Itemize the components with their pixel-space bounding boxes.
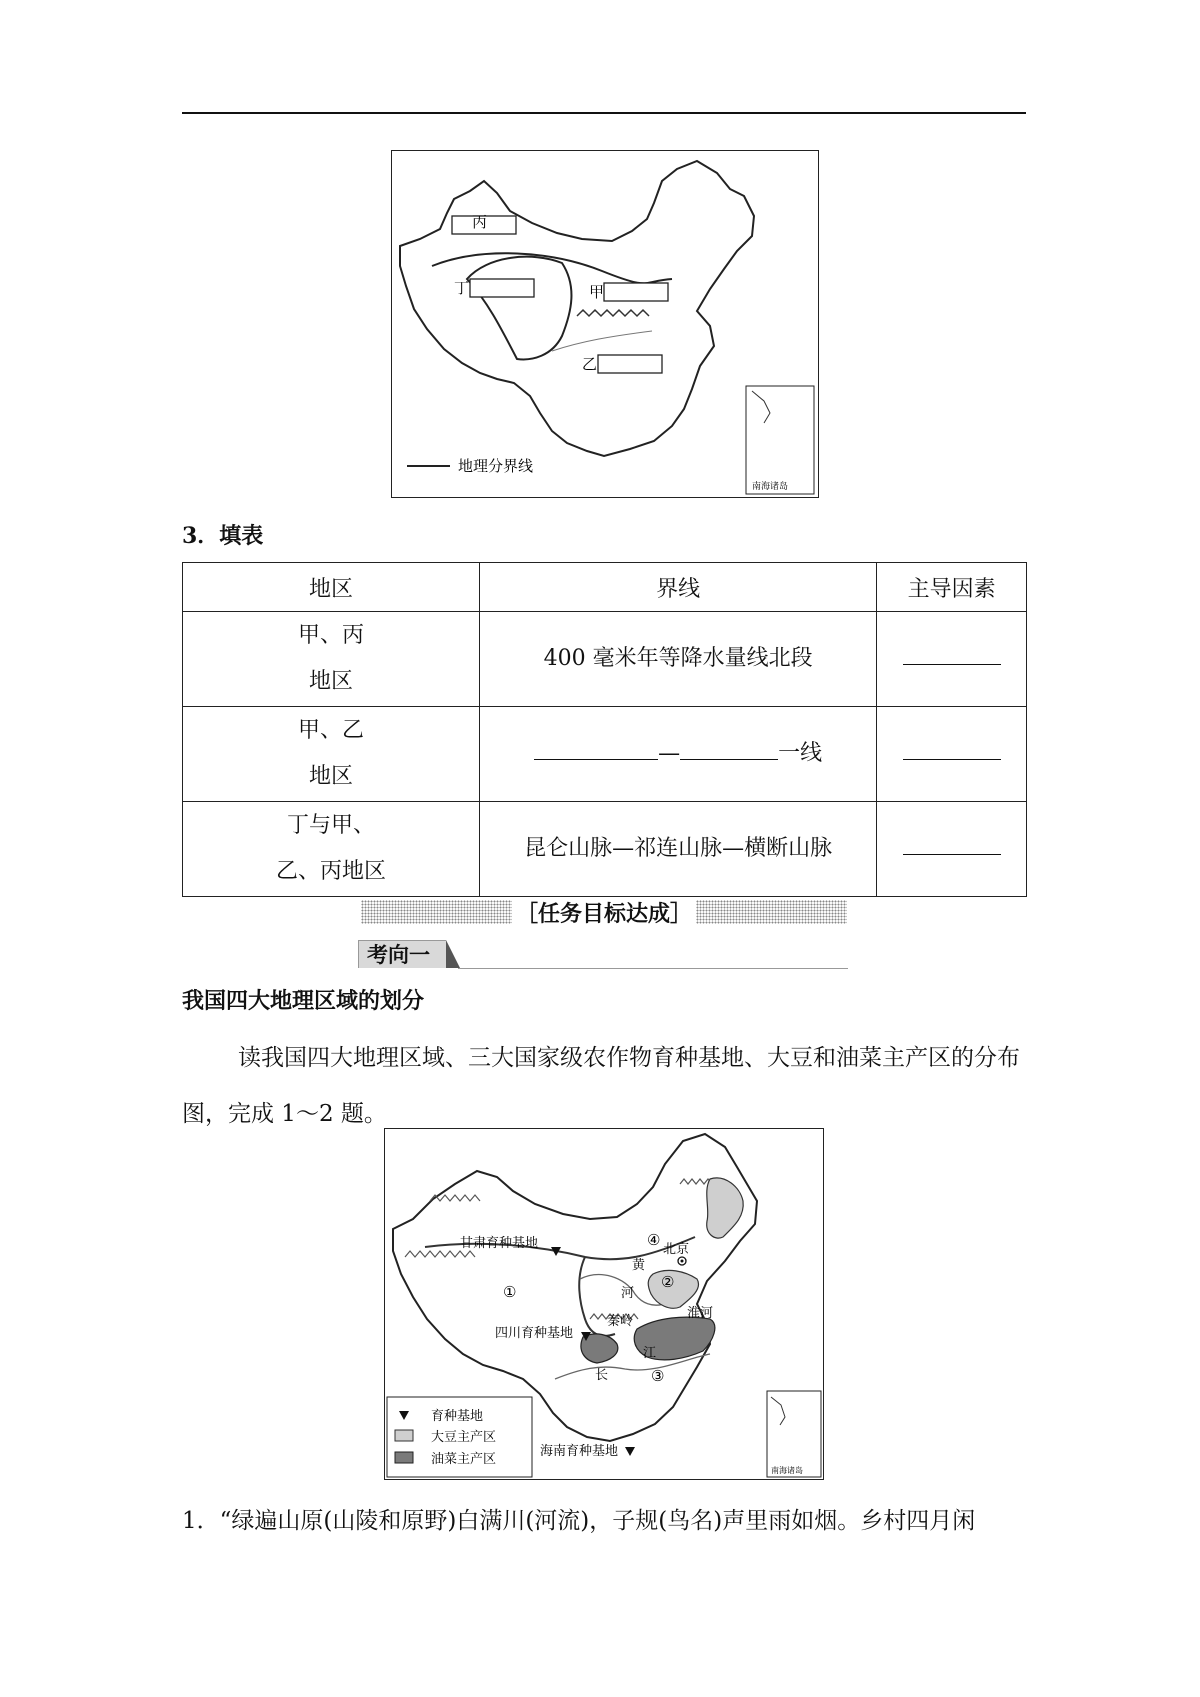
beijing-dot — [681, 1260, 684, 1263]
label-sichuan: 四川育种基地 — [495, 1326, 574, 1341]
label-gansu: 甘肃育种基地 — [460, 1236, 539, 1251]
answer-blank[interactable] — [680, 739, 778, 760]
fill-in-table — [182, 562, 1027, 897]
boundary-suffix: 一线 — [778, 741, 823, 766]
region-line2: 地区 — [309, 764, 354, 789]
blank-box-jia — [604, 283, 668, 301]
kaoxiang-underline — [458, 968, 848, 969]
question-1: 1．“绿遍山原(山陵和原野)白满川(河流)，子规(鸟名)声里雨如烟。乡村四月闲 — [182, 1508, 976, 1534]
china-geographic-regions-map — [391, 150, 819, 498]
section-3-title: 3．填表 — [182, 523, 264, 549]
yangtze-river — [555, 1354, 710, 1379]
blank-box-yi — [598, 355, 662, 373]
label-bing: 丙 — [472, 213, 488, 231]
blank-box-ding — [470, 279, 534, 297]
boundary-separator: — — [658, 741, 681, 766]
header-region: 地区 — [183, 563, 480, 612]
label-he: 河 — [621, 1286, 635, 1301]
region-line2: 地区 — [309, 669, 354, 694]
china-outline — [400, 161, 754, 456]
label-ding: 丁 — [454, 279, 470, 297]
inset-box — [767, 1391, 821, 1477]
boundary-line-2 — [467, 257, 571, 360]
header-factor: 主导因素 — [877, 563, 1027, 612]
legend-soybean: 大豆主产区 — [431, 1430, 497, 1445]
label-jiang: 江 — [643, 1346, 657, 1361]
region-line2: 乙、丙地区 — [276, 859, 387, 884]
factor-blank-cell[interactable] — [877, 612, 1027, 707]
table-row — [183, 707, 1027, 802]
answer-blank[interactable] — [903, 739, 1001, 760]
mountain-kunlun — [405, 1251, 475, 1257]
region-line1: 甲、丙 — [298, 623, 365, 648]
answer-blank[interactable] — [534, 739, 658, 760]
inset-box — [746, 386, 814, 494]
factor-blank-cell[interactable] — [877, 802, 1027, 897]
intro-paragraph: 读我国四大地理区域、三大国家级农作物育种基地、大豆和油菜主产区的分布图，完成 1～2 题。 — [182, 1045, 1020, 1127]
top-rule — [182, 112, 1026, 114]
label-region-4: ④ — [647, 1231, 661, 1249]
legend-rapeseed-swatch — [395, 1452, 413, 1463]
region-cell — [183, 612, 480, 707]
boundary-cell: 400 毫米年等降水量线北段 — [480, 612, 877, 707]
label-region-1: ① — [503, 1283, 517, 1301]
region-line1: 甲、乙 — [298, 718, 365, 743]
china-outline — [393, 1134, 757, 1441]
label-qinling: 秦岭 — [607, 1314, 634, 1329]
section-heading: 我国四大地理区域的划分 — [182, 988, 425, 1014]
qinling-mountains — [577, 310, 649, 316]
label-huaihe: 淮河 — [687, 1306, 714, 1321]
label-chang: 长 — [595, 1368, 609, 1383]
boundary-cell — [480, 707, 877, 802]
factor-blank-cell[interactable] — [877, 707, 1027, 802]
mountain-northeast — [680, 1179, 712, 1184]
soybean-northeast — [707, 1178, 743, 1238]
river — [552, 331, 652, 351]
legend-breeding: 育种基地 — [431, 1409, 484, 1424]
answer-blank[interactable] — [903, 644, 1001, 665]
label-hainan: 海南育种基地 — [540, 1444, 619, 1459]
label-beijing: 北京 — [663, 1242, 690, 1257]
header-boundary: 界线 — [480, 563, 877, 612]
region-line1: 丁与甲、 — [287, 813, 376, 838]
label-jia: 甲 — [589, 283, 605, 301]
answer-blank[interactable] — [903, 834, 1001, 855]
china-breeding-base-map — [384, 1128, 824, 1480]
kaoxiang-tab — [358, 940, 848, 970]
table-header-row — [183, 563, 1027, 612]
banner-dots-left — [361, 900, 512, 924]
label-region-3: ③ — [651, 1367, 665, 1385]
breeding-base-icon-hainan — [625, 1447, 635, 1456]
kaoxiang-label: 考向一 — [358, 940, 446, 968]
banner-dots-right — [696, 900, 847, 924]
label-yi: 乙 — [582, 355, 598, 373]
region-cell — [183, 802, 480, 897]
label-huang: 黄 — [632, 1258, 646, 1273]
inset-label: 南海诸岛 — [752, 482, 789, 492]
task-goal-banner — [361, 898, 847, 926]
table-row — [183, 612, 1027, 707]
boundary-cell: 昆仑山脉—祁连山脉—横断山脉 — [480, 802, 877, 897]
kaoxiang-slash — [446, 940, 460, 968]
banner-text: ［任务目标达成］ — [516, 901, 693, 927]
label-region-2: ② — [661, 1273, 675, 1291]
legend-soybean-swatch — [395, 1430, 413, 1441]
legend-rapeseed: 油菜主产区 — [431, 1452, 497, 1467]
region-cell — [183, 707, 480, 802]
inset-label: 南海诸岛 — [771, 1466, 803, 1475]
legend-label: 地理分界线 — [458, 457, 534, 475]
table-row — [183, 802, 1027, 897]
